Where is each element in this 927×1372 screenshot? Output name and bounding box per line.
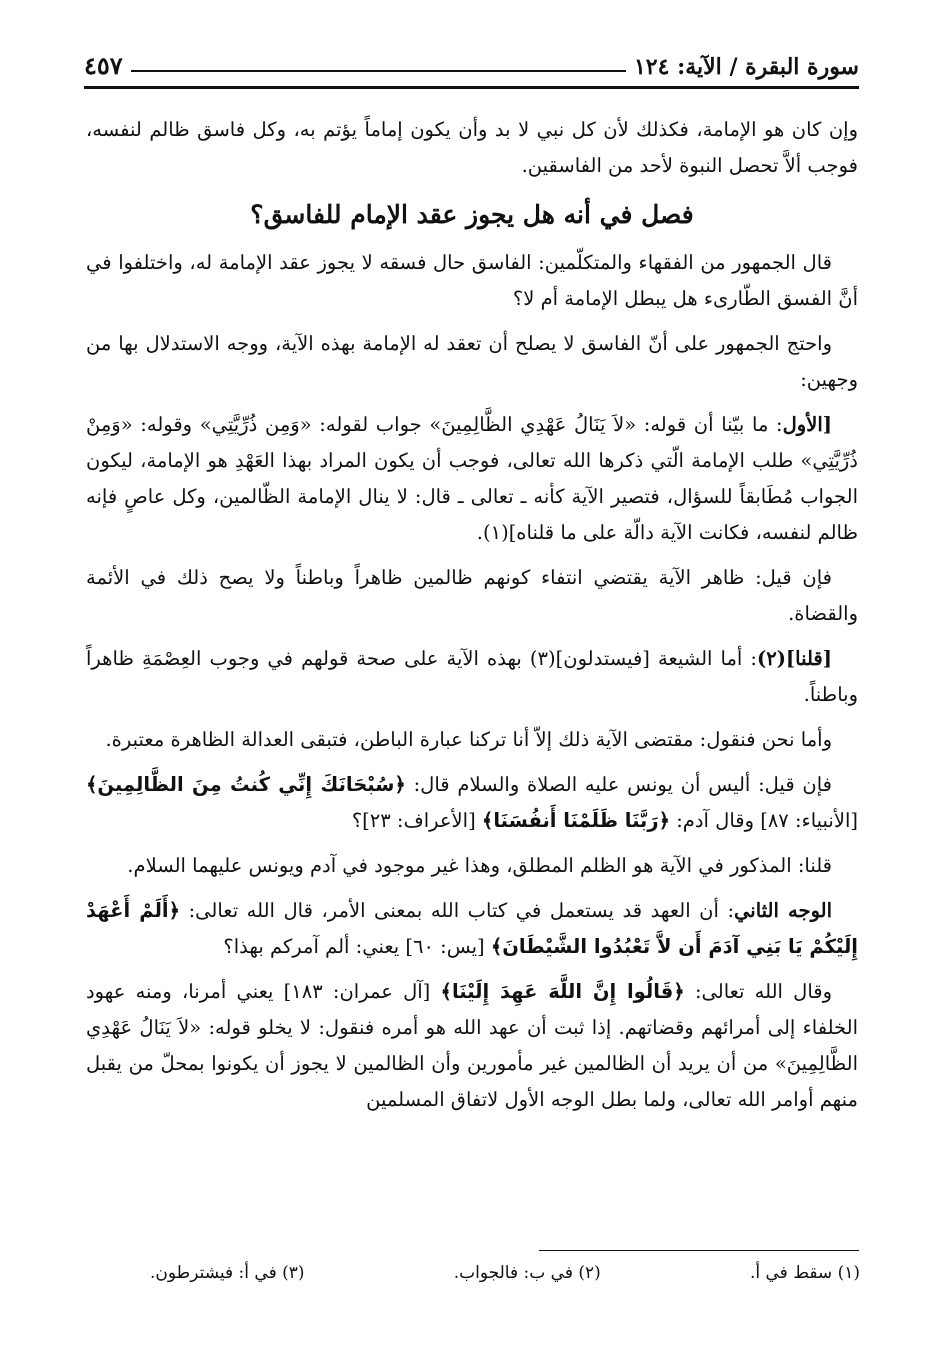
quran-verse-al-imran: ﴿قَالُوا إِنَّ اللَّهَ عَهِدَ إِلَيْنَا﴾ [440,980,685,1003]
paragraph-10-label: الوجه الثاني [734,899,832,922]
paragraph-1: وإن كان هو الإمامة، فكذلك لأن كل نبي لا بد وأن يكون إماماً يؤتم به، وكل فاسق ظالم لنفسه، فوجب ألاَّ تحصل النبوة لأحد من الفاسقين. [86,118,858,177]
paragraph-4-label: [الأول [782,413,832,436]
paragraph-8-part-c: [الأعراف: ٢٣]؟ [351,809,476,832]
paragraph-11-part-b: [آل عمران: ١٨٣] يعني أمرنا، ومنه عهود الخلفاء إلى أمرائهم وقضاتهم. إذا ثبت أن عهد الله هو أمره فنقول: لا يخلو قوله: «لاَ يَنَالُ عَهْدِي الظَّالِمِينَ» من أن يريد أن الظالمين غير مأمورين وأن الظالمين لا يجوز أن يكونوا بمحلّ من يقبل منهم أوامر الله تعالى، ولما بطل الوجه الأول لاتفاق المسلمين [86,980,858,1111]
footnote-2: (٢) في ب: فالجواب. [453,1263,601,1283]
header-leader-line [131,70,626,72]
paragraph-11 [86,974,858,1118]
paragraph-3: واحتج الجمهور على أنّ الفاسق لا يصلح أن تعقد له الإمامة بهذه الآية، ووجه الاستدلال بها من وجهين: [86,332,858,391]
footnotes [150,1263,860,1293]
page-number: ٤٥٧ [84,51,123,80]
paragraph-8 [86,767,858,839]
paragraph-4-text: : ما بيّنا أن قوله: «لاَ يَنَالُ عَهْدِي الظَّالِمِينَ» جواب لقوله: «وَمِن ذُرِّيَّتِي» وقوله: «وَمِنْ ذُرِّيَّتِي» طلب الإمامة الّتي ذكرها الله تعالى، فوجب أن يكون المراد بهذا العَهْدِ هو الإمامة، ليكون الجواب مُطَابقاً للسؤال، فتصير الآية كأنه ـ تعالى ـ قال: لا ينال الإمامة الظّالمين، وكل عاصٍ فإنه ظالم لنفسه، فكانت الآية دالّة على ما قلناه](١). [86,413,858,544]
paragraph-4 [86,407,858,551]
paragraph-6-label: [قلنا](٢) [756,647,832,670]
section-heading: فصل في أنه هل يجوز عقد الإمام للفاسق؟ [250,200,694,229]
paragraph-10-part-b: [يس: ٦٠] يعني: ألم آمركم بهذا؟ [223,935,485,958]
footnote-1: (١) سقط في أ. [749,1263,860,1283]
running-header [84,40,859,80]
paragraph-8-part-b: [الأنبياء: ٨٧] وقال آدم: [676,809,858,832]
quran-verse-araf: ﴿رَبَّنَا ظَلَمْنَا أَنفُسَنَا﴾ [481,809,670,832]
paragraph-6-text: : أما الشيعة [فيستدلون](٣) بهذه الآية على صحة قولهم في وجوب العِصْمَةِ ظاهراً وباطناً. [86,647,858,706]
paragraph-10-part-a: : أن العهد قد يستعمل في كتاب الله بمعنى الأمر، قال الله تعالى: [188,899,735,922]
paragraph-11-part-a: وقال الله تعالى: [694,980,833,1003]
quran-verse-anbiya: ﴿سُبْحَانَكَ إِنِّي كُنتُ مِنَ الظَّالِمِينَ﴾ [86,773,406,796]
paragraph-5: فإن قيل: ظاهر الآية يقتضي انتفاء كونهم ظالمين ظاهراً وباطناً ولا يصح ذلك في الأئمة والقضاة. [86,566,858,625]
footnote-rule [539,1250,859,1251]
paragraph-9: قلنا: المذكور في الآية هو الظلم المطلق، وهذا غير موجود في آدم ويونس عليهما السلام. [127,854,832,877]
quran-verse-yasin: ﴿أَلَمْ أَعْهَدْ إِلَيْكُمْ يَا بَنِي آدَمَ أَن لاَّ تَعْبُدُوا الشَّيْطَانَ﴾ [86,899,858,958]
header-rule [84,86,859,89]
paragraph-6 [86,641,858,713]
paragraph-2: قال الجمهور من الفقهاء والمتكلّمين: الفاسق حال فسقه لا يجوز عقد الإمامة له، واختلفوا في أنَّ الفسق الطّارىء هل يبطل الإمامة أم لا؟ [86,251,858,310]
main-text [86,112,858,1127]
paragraph-10 [86,893,858,965]
footnote-3: (٣) في أ: فيشترطون. [150,1263,305,1283]
paragraph-8-part-a: فإن قيل: أليس أن يونس عليه الصلاة والسلام قال: [413,773,832,796]
paragraph-7: وأما نحن فنقول: مقتضى الآية ذلك إلاّ أنا تركنا عبارة الباطن، فتبقى العدالة الظاهرة معتبرة. [105,728,832,751]
header-title: سورة البقرة / الآية: ١٢٤ [633,54,859,80]
